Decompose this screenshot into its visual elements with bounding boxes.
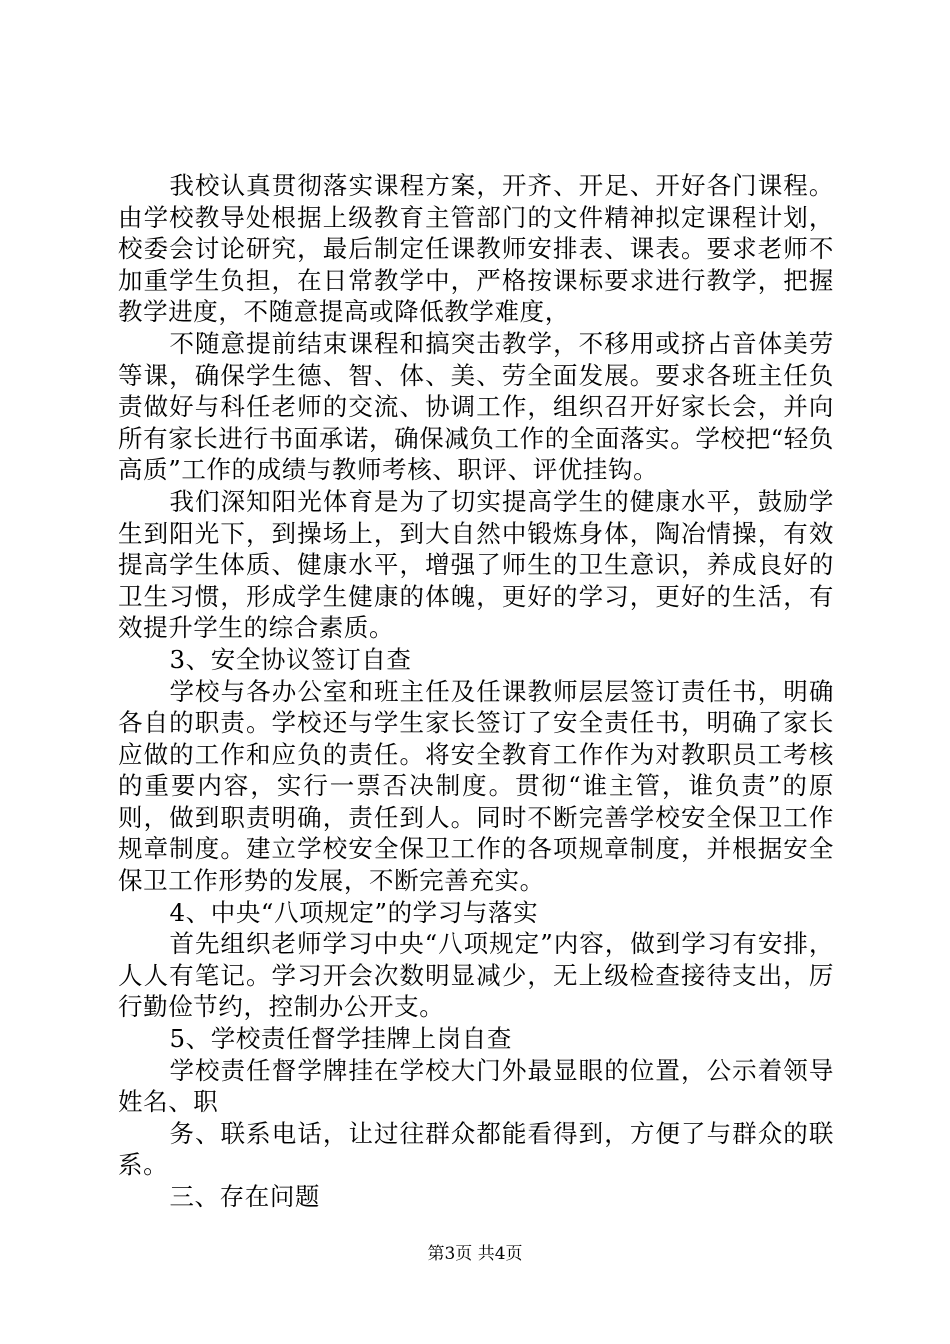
- page-footer: 第3页 共4页: [427, 1244, 523, 1264]
- section-heading: 4、中央“八项规定”的学习与落实: [169, 897, 539, 927]
- section-heading: 3、安全协议签订自查: [169, 644, 412, 674]
- paragraph: 学校与各办公室和班主任及任课教师层层签订责任书，明确各自的职责。学校还与学生家长签订了安全责任书，明确了家长应做的工作和应负的责任。将安全教育工作作为对教职员工考核的重要内容，实行一票否决制度。贯彻“谁主管，谁负责”的原则，做到职责明确，责任到人。同时不断完善学校安全保卫工作规章制度。建立学校安全保卫工作的各项规章制度，并根据安全保卫工作形势的发展，不断完善充实。: [118, 676, 834, 896]
- paragraph: 不随意提前结束课程和搞突击教学，不移用或挤占音体美劳等课，确保学生德、智、体、美、劳全面发展。要求各班主任负责做好与科任老师的交流、协调工作，组织召开好家长会，并向所有家长进行书面承诺，确保减负工作的全面落实。学校把“轻负高质”工作的成绩与教师考核、职评、评优挂钩。: [118, 328, 834, 485]
- paragraph: 首先组织老师学习中央“八项规定”内容，做到学习有安排，人人有笔记。学习开会次数明显减少，无上级检查接待支出，厉行勤俭节约，控制办公开支。: [118, 929, 834, 1022]
- paragraph: 学校责任督学牌挂在学校大门外最显眼的位置，公示着领导姓名、职: [118, 1055, 834, 1117]
- paragraph: 我校认真贯彻落实课程方案，开齐、开足、开好各门课程。由学校教导处根据上级教育主管部门的文件精神拟定课程计划，校委会讨论研究，最后制定任课教师安排表、课表。要求老师不加重学生负担，在日常教学中，严格按课标要求进行教学，把握教学进度，不随意提高或降低教学难度，: [118, 171, 834, 327]
- section-heading: 三、存在问题: [169, 1182, 321, 1211]
- section-heading: 5、学校责任督学挂牌上岗自查: [169, 1024, 512, 1054]
- paragraph: 务、联系电话，让过往群众都能看得到，方便了与群众的联系。: [118, 1118, 834, 1180]
- paragraph: 我们深知阳光体育是为了切实提高学生的健康水平，鼓励学生到阳光下，到操场上，到大自然中锻炼身体，陶冶情操，有效提高学生体质、健康水平，增强了师生的卫生意识，养成良好的卫生习惯，形成学生健康的体魄，更好的学习，更好的生活，有效提升学生的综合素质。: [118, 486, 834, 643]
- document-body: [118, 170, 834, 1213]
